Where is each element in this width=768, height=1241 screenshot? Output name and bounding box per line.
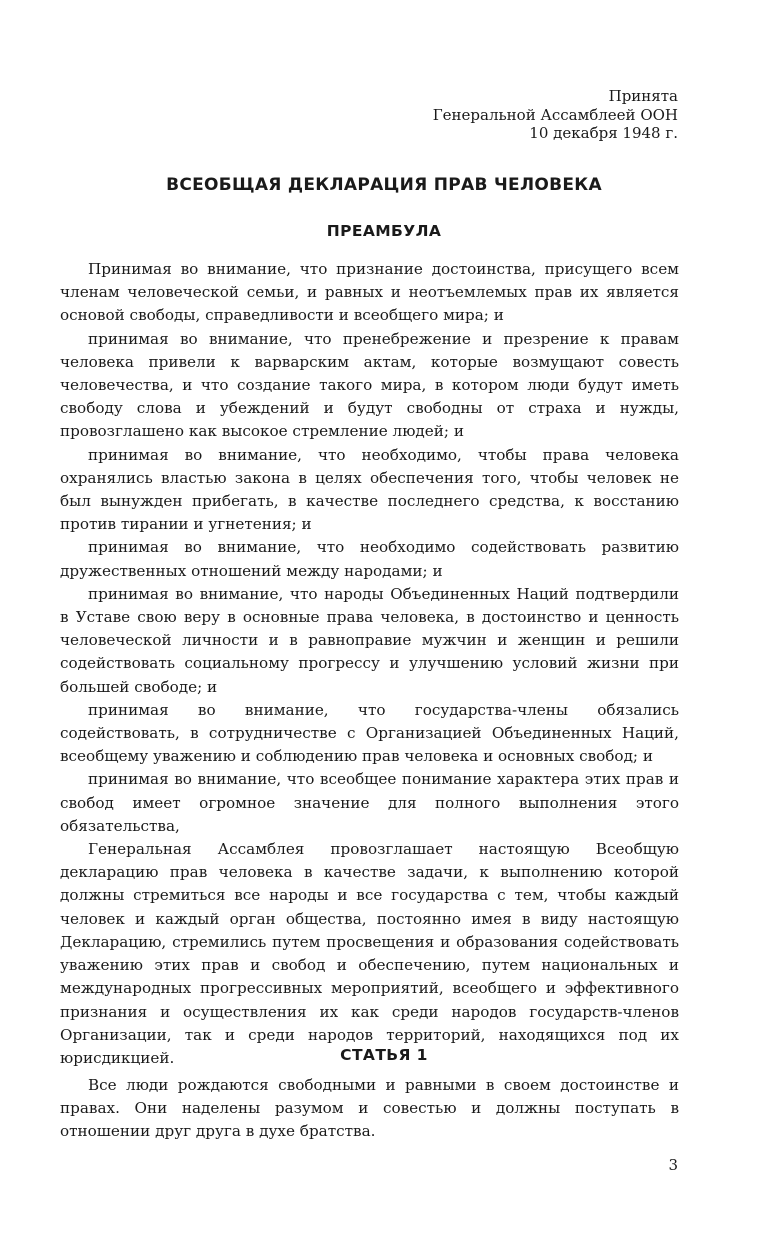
preamble-paragraph-2: принимая во внимание, что пренебрежение и презрение к правам человека привели к варварским актам, которые возмущают совесть человечества, и что создание такого мира, в котором люди будут иметь свободу слова и убеждений и будут свободны от страха и нужды, провозглашено как высокое стремление людей; и <box>60 329 679 441</box>
preamble-text <box>60 258 679 1070</box>
preamble-paragraph-3: принимая во внимание, что необходимо, чтобы права человека охранялись властью закона в целях обеспечения того, чтобы человек не был вынужден прибегать, в качестве последнего средства, к восстанию против тирании и угнетения; и <box>60 445 679 534</box>
preamble-paragraph-5: принимая во внимание, что народы Объединенных Наций подтвердили в Уставе свою веру в основные права человека, в достоинство и ценность человеческой личности и в равноправие мужчин и женщин и решили содействовать социальному прогрессу и улучшению условий жизни при большей свободе; и <box>60 584 679 696</box>
preamble-paragraph-6: принимая во внимание, что государства-члены обязались содействовать, в сотрудничестве с Организацией Объединенных Наций, всеобщему уважению и соблюдению прав человека и основных свобод; и <box>60 700 679 766</box>
document-title: ВСЕОБЩАЯ ДЕКЛАРАЦИЯ ПРАВ ЧЕЛОВЕКА <box>166 175 602 195</box>
preamble-paragraph-8: Генеральная Ассамблея провозглашает настоящую Всеобщую декларацию прав человека в качестве задачи, к выполнению которой должны стремиться все народы и все государства с тем, чтобы каждый человек и каждый орган общества, постоянно имея в виду настоящую Декларацию, стремились путем просвещения и образования содействовать уважению этих прав и свобод и обеспечению, путем национальных и международных прогрессивных мероприятий, всеобщего и эффективного признания и осуществления их как среди народов государств-членов Организации, так и среди народов территорий, находящихся под их юрисдикцией. <box>60 840 679 1067</box>
preamble-paragraph-1: Принимая во внимание, что признание достоинства, присущего всем членам человеческой семьи, и равных и неотъемлемых прав их является основой свободы, справедливости и всеобщего мира; и <box>60 260 679 325</box>
preamble-paragraph-4: принимая во внимание, что необходимо содействовать развитию дружественных отношений между народами; и <box>60 538 679 580</box>
preamble-heading: ПРЕАМБУЛА <box>326 222 442 240</box>
adoption-note <box>433 87 678 143</box>
article-1-heading: СТАТЬЯ 1 <box>340 1046 428 1064</box>
adoption-line-2: Генеральной Ассамблеей ООН <box>432 105 678 124</box>
adoption-line-1: Принята <box>608 87 678 105</box>
page-number: 3 <box>668 1156 678 1174</box>
article-1-paragraph: Все люди рождаются свободными и равными в своем достоинстве и правах. Они наделены разумом и совестью и должны поступать в отношении друг друга в духе братства. <box>60 1076 679 1141</box>
preamble-paragraph-7: принимая во внимание, что всеобщее понимание характера этих прав и свобод имеет огромное значение для полного выполнения этого обязательства, <box>60 770 679 835</box>
adoption-line-3: 10 декабря 1948 г. <box>529 124 678 142</box>
article-1-text <box>60 1074 679 1144</box>
